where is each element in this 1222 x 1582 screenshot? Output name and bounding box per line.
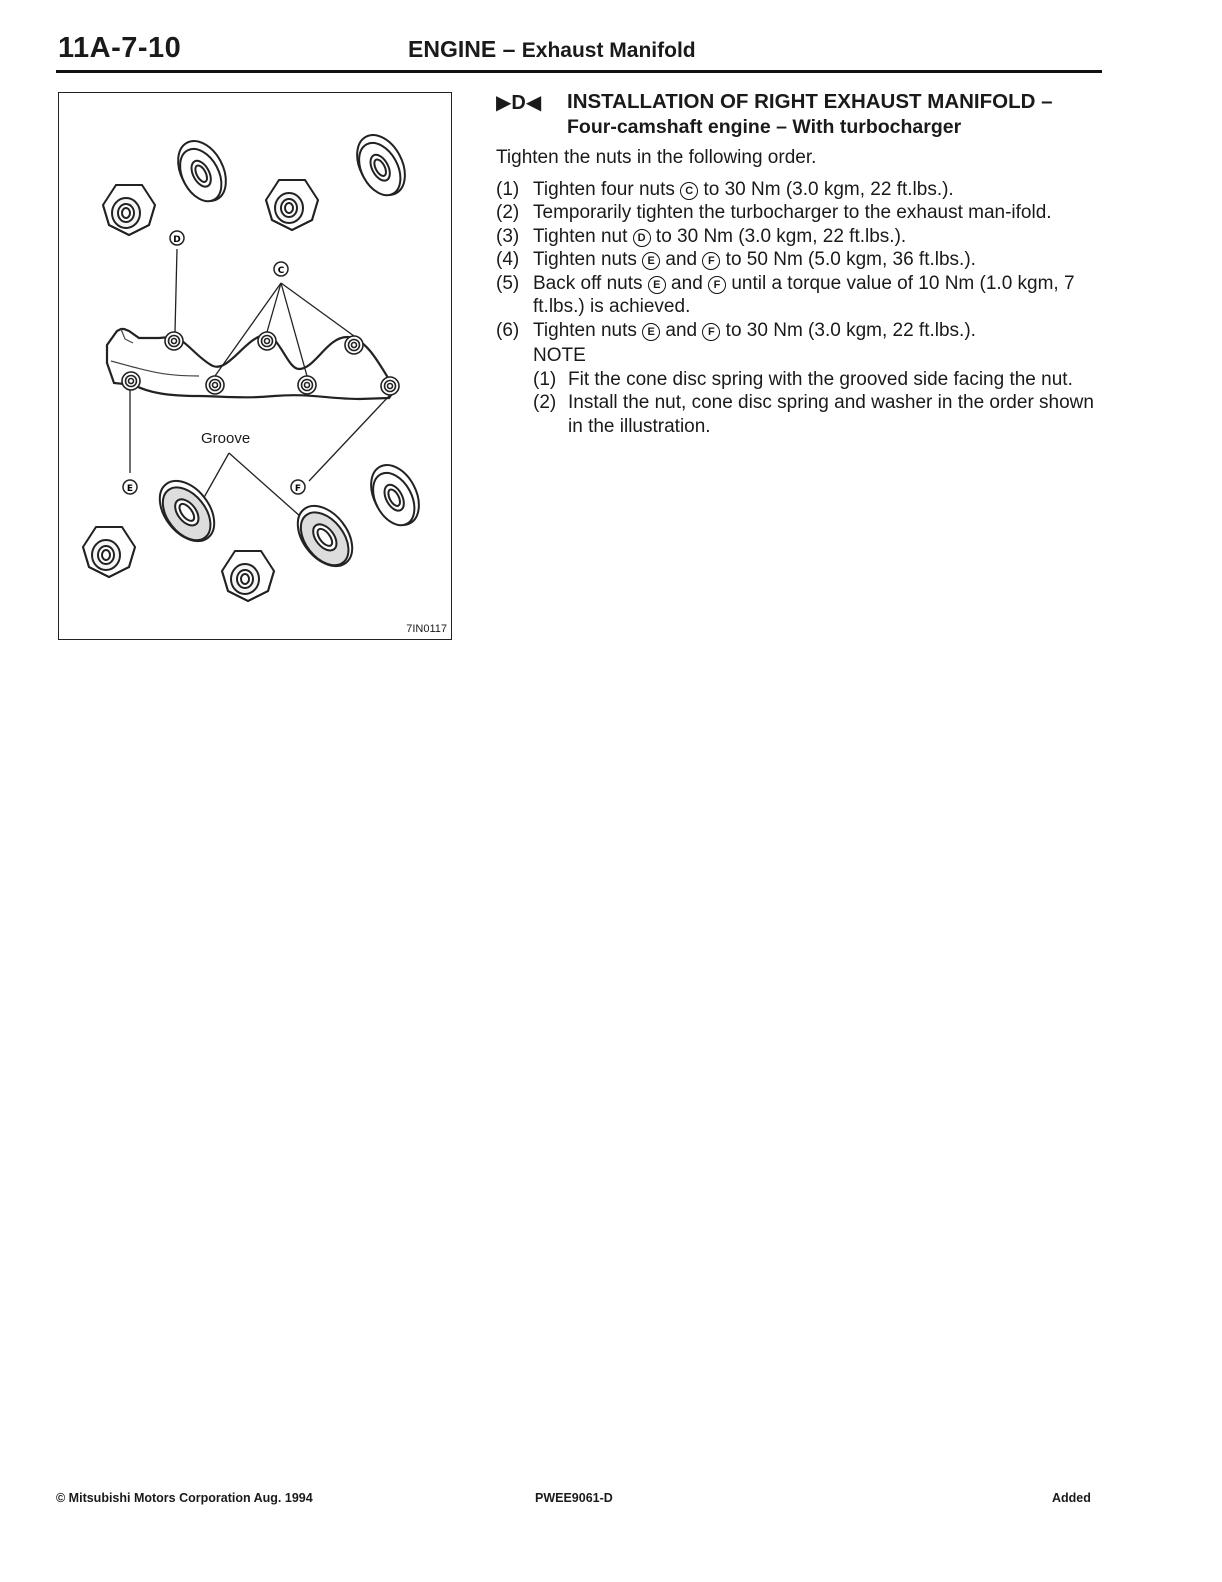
section-title: INSTALLATION OF RIGHT EXHAUST MANIFOLD –	[567, 90, 1053, 113]
footer-doc-code: PWEE9061-D	[535, 1491, 613, 1505]
step-number: (2)	[496, 202, 520, 223]
step-text: and	[660, 249, 703, 270]
step-text: Tighten nuts	[533, 249, 643, 270]
step-text: and	[665, 272, 709, 294]
section-name: ENGINE	[408, 36, 497, 62]
groove-label: Groove	[201, 430, 251, 447]
illustration-frame	[58, 92, 452, 640]
marker-e	[123, 480, 137, 494]
step-item	[496, 225, 1100, 249]
svg-text:C: C	[277, 266, 285, 276]
step-text: Back off nuts	[533, 272, 648, 294]
marker-c	[274, 262, 288, 276]
title-dash: –	[496, 36, 522, 62]
washer-top-left	[168, 133, 235, 209]
footer-status: Added	[1052, 1491, 1091, 1505]
cone-spring-left	[149, 471, 226, 552]
note-text: Install the nut, cone disc spring and washer in the order shown in the illustration.	[568, 392, 1094, 437]
subsection-name: Exhaust Manifold	[521, 39, 696, 62]
footer-copyright: © Mitsubishi Motors Corporation Aug. 1994	[56, 1491, 313, 1505]
step-number: (1)	[496, 178, 520, 200]
exhaust-manifold-illustration	[59, 93, 453, 641]
marker-e-symbol: E	[642, 252, 660, 270]
step-number: (3)	[496, 225, 520, 247]
page-header	[56, 28, 1102, 73]
step-text: and	[660, 319, 703, 341]
note-item	[533, 368, 1100, 392]
step-text: to 30 Nm (3.0 kgm, 22 ft.lbs.).	[698, 178, 954, 200]
stud-c2	[345, 336, 363, 354]
step-number: (6)	[496, 319, 520, 341]
nut-top-left	[103, 185, 155, 235]
stud-c3	[206, 376, 224, 394]
stud-c1	[258, 332, 276, 350]
step-text: to 50 Nm (5.0 kgm, 36 ft.lbs.).	[720, 249, 976, 270]
note-number: (1)	[533, 368, 557, 390]
procedure-content	[496, 90, 1100, 438]
note-block	[496, 344, 1100, 438]
washer-top-right	[347, 127, 414, 203]
step-text: Tighten four nuts	[533, 178, 681, 200]
stud-c4	[298, 376, 316, 394]
marker-d-symbol: D	[633, 229, 651, 247]
step-item	[496, 248, 1100, 272]
step-number: (5)	[496, 272, 520, 294]
marker-e-symbol: E	[642, 323, 660, 341]
service-point-marker: ▶D◀	[496, 92, 542, 114]
marker-e-symbol: E	[648, 276, 666, 294]
marker-f	[291, 480, 305, 494]
stud-e	[122, 372, 140, 390]
svg-text:E: E	[126, 484, 134, 494]
step-text: to 30 Nm (3.0 kgm, 22 ft.lbs.).	[720, 319, 976, 341]
step-text: Temporarily tighten the turbocharger to the exhaust man-ifold.	[533, 202, 1052, 223]
marker-c-symbol: C	[680, 182, 698, 200]
note-text: Fit the cone disc spring with the grooved side facing the nut.	[568, 368, 1073, 390]
nut-bottom-left	[83, 527, 135, 577]
note-item	[533, 391, 1100, 438]
marker-f-symbol: F	[708, 276, 726, 294]
step-text: until a torque value of 10 Nm (1.0 kgm, 7 ft.lbs.) is achieved.	[533, 272, 1075, 317]
page-number: 11A-7-10	[58, 32, 182, 64]
step-item	[496, 178, 1100, 202]
step-item	[496, 319, 1100, 343]
figure-code: 7IN0117	[406, 623, 447, 635]
marker-d	[170, 231, 184, 245]
note-label: NOTE	[533, 345, 586, 366]
svg-text:F: F	[294, 484, 302, 494]
marker-f-symbol: F	[702, 252, 720, 270]
stud-f	[381, 377, 399, 395]
stud-d	[165, 332, 183, 350]
step-text: Tighten nuts	[533, 319, 643, 341]
step-item	[496, 201, 1100, 225]
section-subtitle: Four-camshaft engine – With turbocharger	[567, 116, 962, 138]
step-text: Tighten nut	[533, 225, 633, 247]
cone-spring-right	[287, 496, 364, 577]
step-number: (4)	[496, 249, 520, 270]
marker-f-symbol: F	[702, 323, 720, 341]
step-item	[496, 272, 1100, 319]
step-text: to 30 Nm (3.0 kgm, 22 ft.lbs.).	[650, 225, 907, 247]
nut-bottom-right	[222, 551, 274, 601]
nut-top-right	[266, 180, 318, 230]
note-number: (2)	[533, 392, 557, 413]
page-title	[408, 36, 696, 63]
section-heading	[496, 90, 1100, 138]
intro-text: Tighten the nuts in the following order.	[496, 147, 817, 168]
svg-text:D: D	[173, 235, 181, 245]
washer-bottom-right	[361, 457, 428, 533]
